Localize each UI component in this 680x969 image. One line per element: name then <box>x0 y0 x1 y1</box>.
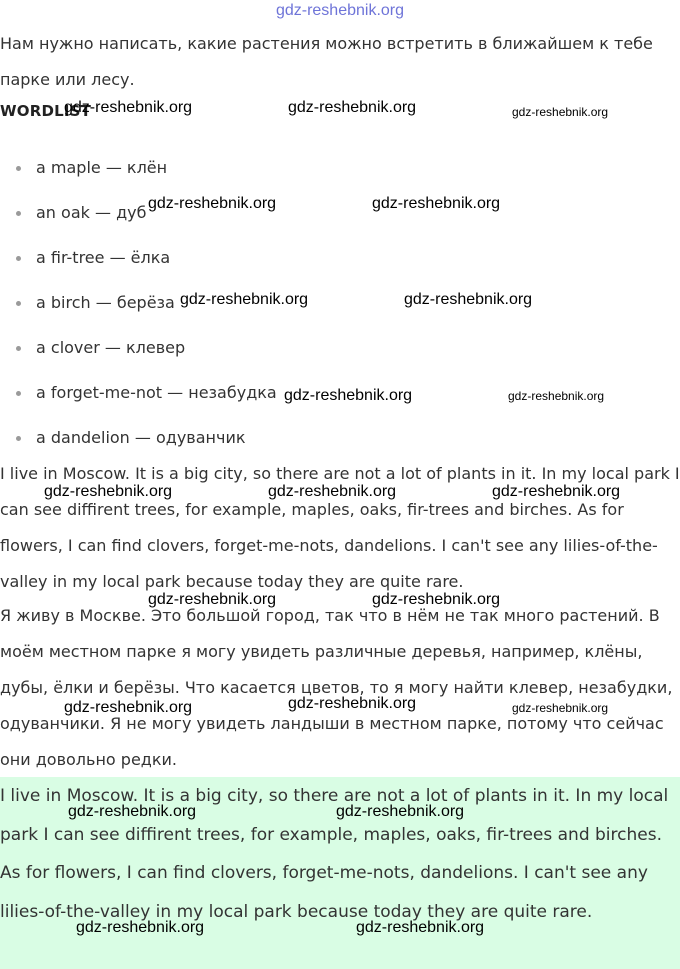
bullet-icon <box>16 211 21 216</box>
watermark: gdz-reshebnik.org <box>508 389 605 403</box>
list-item-text: a clover — клевер <box>36 338 186 357</box>
watermark: gdz-reshebnik.org <box>68 803 197 820</box>
watermark: gdz-reshebnik.org <box>76 919 205 936</box>
list-item <box>0 330 680 375</box>
bullet-icon <box>16 391 21 396</box>
list-item-text: a forget-me-not — незабудка <box>36 383 277 402</box>
watermark: gdz-reshebnik.org <box>148 195 277 212</box>
watermark: gdz-reshebnik.org <box>404 291 533 308</box>
list-item-text: an oak — дуб <box>36 203 147 222</box>
list-item-text: a dandelion — одуванчик <box>36 428 246 447</box>
list-item-text: a birch — берёза <box>36 293 175 312</box>
watermark: gdz-reshebnik.org <box>148 591 277 608</box>
watermark: gdz-reshebnik.org <box>64 99 193 116</box>
watermark: gdz-reshebnik.org <box>44 483 173 500</box>
paragraph-english: I live in Moscow. It is a big city, so there are not a lot of plants in it. In my local park I can see diffirent trees, for example, maples, oaks, fir-trees and birches. As for flowers, I can find clovers, forget-me-nots, dandelions. I can't see any lilies-of-the-valley in my local park because today they are quite rare. <box>0 464 680 591</box>
wordlist <box>0 150 680 465</box>
wordlist-heading: WORDLIST <box>0 102 92 120</box>
watermark: gdz-reshebnik.org <box>268 483 397 500</box>
list-item-text: a fir-tree — ёлка <box>36 248 171 267</box>
watermark: gdz-reshebnik.org <box>372 195 501 212</box>
watermark: gdz-reshebnik.org <box>180 291 309 308</box>
watermark: gdz-reshebnik.org <box>288 695 417 712</box>
watermark: gdz-reshebnik.org <box>356 919 485 936</box>
list-item <box>0 195 680 240</box>
watermark: gdz-reshebnik.org <box>492 483 621 500</box>
paragraph-russian: Я живу в Москве. Это большой город, так что в нём не так много растений. В моём местном парке я могу увидеть различные деревья, например, клёны, дубы, ёлки и берёзы. Что касается цветов, то я могу найти клевер, незабудки, одуванчики. Я не могу увидеть ландыши в местном парке, потому что сейчас они довольно редки. <box>0 606 673 769</box>
watermark: gdz-reshebnik.org <box>512 105 609 119</box>
list-item <box>0 150 680 195</box>
watermark: gdz-reshebnik.org <box>288 99 417 116</box>
bullet-icon <box>16 301 21 306</box>
list-item <box>0 285 680 330</box>
watermark: gdz-reshebnik.org <box>336 803 465 820</box>
list-item-text: a maple — клён <box>36 158 168 177</box>
site-header-link[interactable]: gdz-reshebnik.org <box>275 2 405 19</box>
watermark: gdz-reshebnik.org <box>372 591 501 608</box>
watermark: gdz-reshebnik.org <box>64 699 193 716</box>
bullet-icon <box>16 256 21 261</box>
intro-text: Нам нужно написать, какие растения можно встретить в ближайшем к тебе парке или лесу. <box>0 34 653 89</box>
bullet-icon <box>16 436 21 441</box>
bullet-icon <box>16 166 21 171</box>
paragraph-highlighted: I live in Moscow. It is a big city, so there are not a lot of plants in it. In my local park I can see diffirent trees, for example, maples, oaks, fir-trees and birches. As for flowers, I can find clovers, forget-me-nots, dandelions. I can't see any lilies-of-the-valley in my local park because today they are quite rare. <box>0 786 669 922</box>
watermark: gdz-reshebnik.org <box>284 387 413 404</box>
watermark: gdz-reshebnik.org <box>512 701 609 715</box>
bullet-icon <box>16 346 21 351</box>
list-item <box>0 240 680 285</box>
